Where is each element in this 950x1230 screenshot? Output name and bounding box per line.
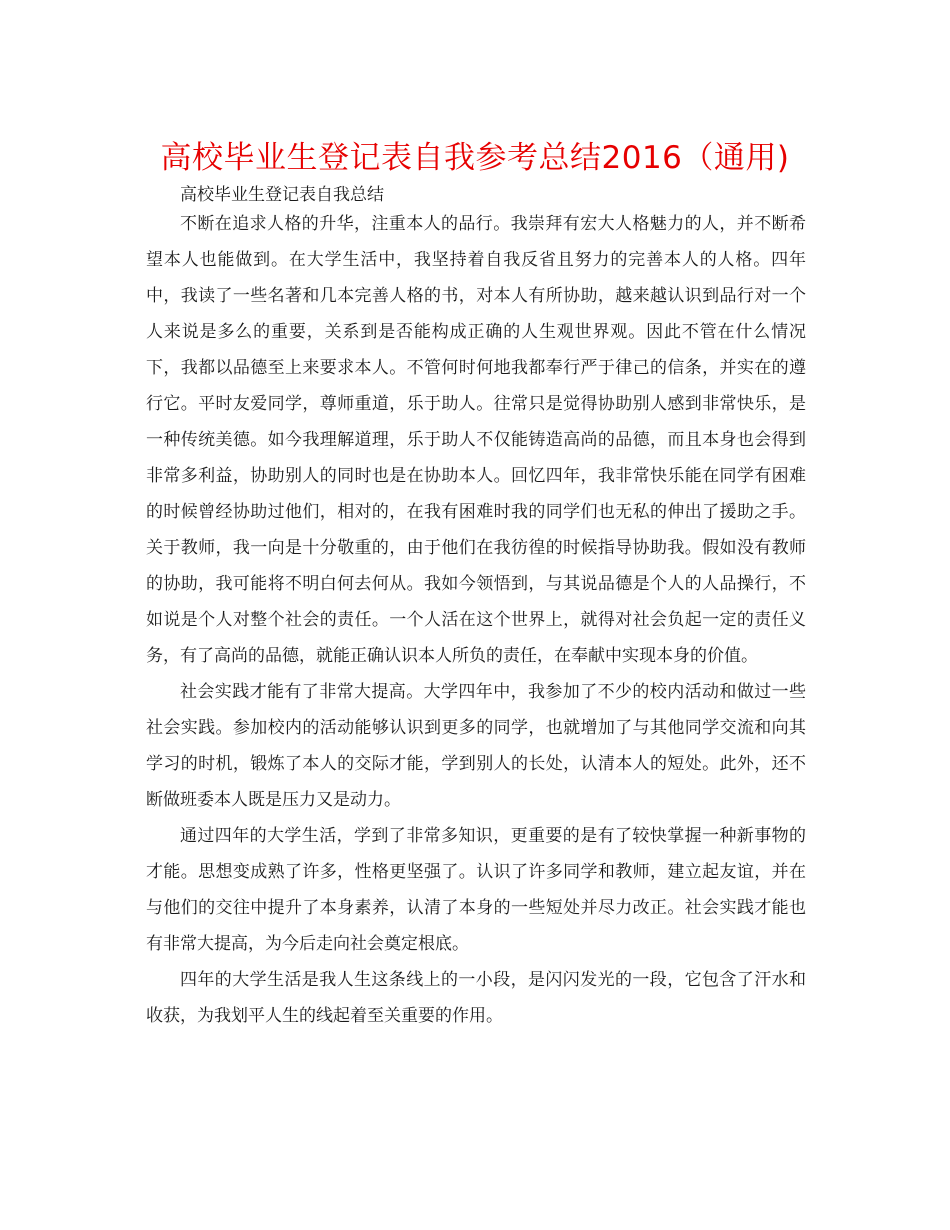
document-subtitle: 高校毕业生登记表自我总结 xyxy=(180,185,384,205)
paragraph-1: 不断在追求人格的升华，注重本人的品行。我崇拜有宏大人格魅力的人，并不断希望本人也能做到。在大学生活中，我坚持着自我反省且努力的完善本人的人格。四年中，我读了一些名著和几本完善人格的书，对本人有所协助，越来越认识到品行对一个人来说是多么的重要，关系到是否能构成正确的人生观世界观。因此不管在什么情况下，我都以品德至上来要求本人。不管何时何地我都奉行严于律己的信条，并实在的遵行它。平时友爱同学，尊师重道，乐于助人。往常只是觉得协助别人感到非常快乐，是一种传统美德。如今我理解道理，乐于助人不仅能铸造高尚的品德，而且本身也会得到非常多利益，协助别人的同时也是在协助本人。回忆四年，我非常快乐能在同学有困难的时候曾经协助过他们，相对的，在我有困难时我的同学们也无私的伸出了援助之手。关于教师，我一向是十分敬重的，由于他们在我彷徨的时候指导协助我。假如没有教师的协助，我可能将不明白何去何从。我如今领悟到，与其说品德是个人的人品操行，不如说是个人对整个社会的责任。一个人活在这个世界上，就得对社会负起一定的责任义务，有了高尚的品德，就能正确认识本人所负的责任，在奉献中实现本身的价值。 xyxy=(146,214,806,666)
paragraph-4: 四年的大学生活是我人生这条线上的一小段，是闪闪发光的一段，它包含了汗水和收获，为我划平人生的线起着至关重要的作用。 xyxy=(146,970,806,1026)
document-body xyxy=(146,206,806,1034)
paragraph-2: 社会实践才能有了非常大提高。大学四年中，我参加了不少的校内活动和做过一些社会实践。参加校内的活动能够认识到更多的同学，也就增加了与其他同学交流和向其学习的时机，锻炼了本人的交际才能，学到别人的长处，认清本人的短处。此外，还不断做班委本人既是压力又是动力。 xyxy=(146,682,806,810)
document-title: 高校毕业生登记表自我参考总结2016（通用) xyxy=(160,140,790,176)
paragraph-3: 通过四年的大学生活，学到了非常多知识，更重要的是有了较快掌握一种新事物的才能。思想变成熟了许多，性格更坚强了。认识了许多同学和教师，建立起友谊，并在与他们的交往中提升了本身素养，认清了本身的一些短处并尽力改正。社会实践才能也有非常大提高，为今后走向社会奠定根底。 xyxy=(146,826,806,954)
